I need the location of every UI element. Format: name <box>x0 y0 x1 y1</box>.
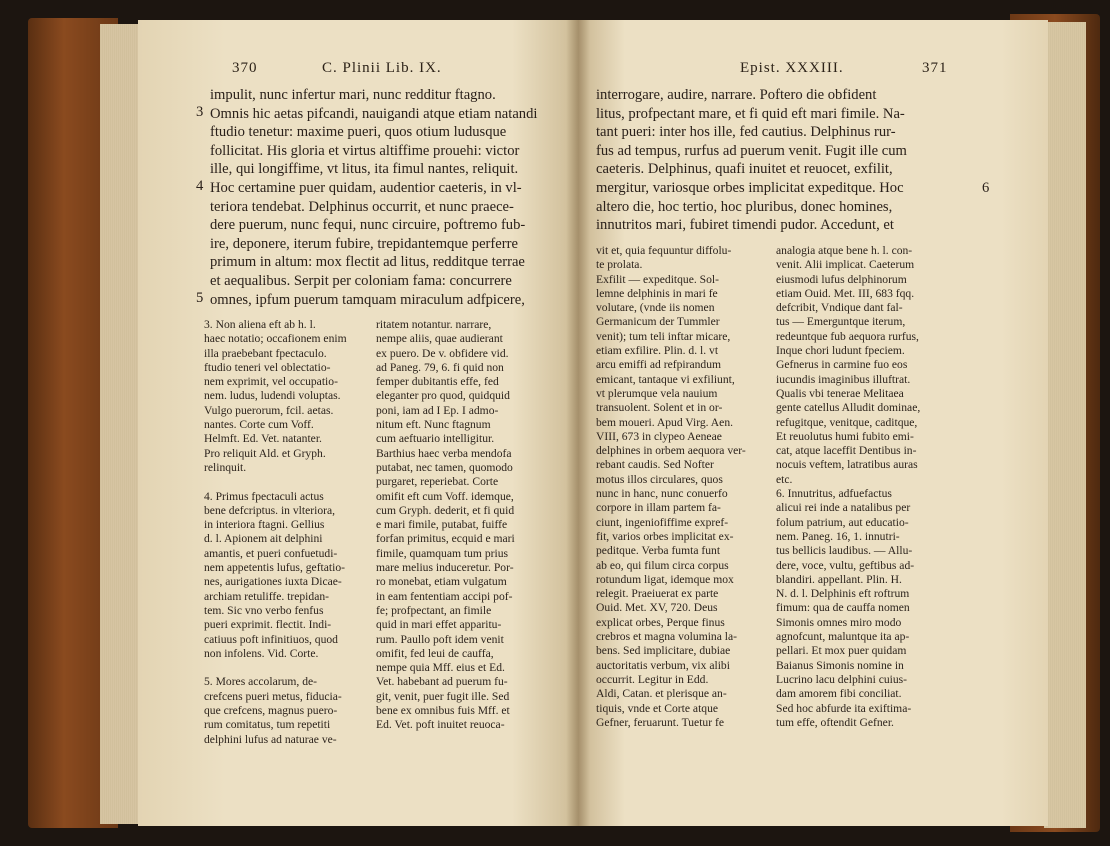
note-line: Simonis omnes miro modo <box>776 615 902 629</box>
note-line: venit); tum teli inftar micare, <box>596 329 731 343</box>
note-line: tum effe, oftendit Gefner. <box>776 715 894 729</box>
text-line: tant pueri: inter hos ille, fed cautius. Delphinus rur- <box>596 124 896 141</box>
note-line: crefcens pueri metus, fiducia- <box>204 689 342 703</box>
text-line: Omnis hic aetas pifcandi, nauigandi atque etiam natandi <box>210 105 538 122</box>
note-line: git, venit, puer fugit ille. Sed <box>376 689 510 703</box>
note-line: omifit, fed leui de cauffa, <box>376 646 494 660</box>
note-line: Gefnerus in carmine fuo eos <box>776 358 908 372</box>
note-line: ad Paneg. 79, 6. fi quid non <box>376 360 504 374</box>
note-line: vt plerumque vela nauium <box>596 386 718 400</box>
note-line: Exfilit — expeditque. Sol- <box>596 272 720 286</box>
note-line: mare melius induceretur. Por- <box>376 561 514 575</box>
page-edges-right <box>1044 22 1086 828</box>
note-line: relinquit. <box>204 460 247 474</box>
note-line: rotundum ligat, idemque mox <box>596 572 734 586</box>
note-line: d. l. Apionem ait delphini <box>204 532 323 546</box>
note-line: dere, voce, vultu, geftibus ad- <box>776 558 915 572</box>
note-line: corpore in illam partem fa- <box>596 501 721 515</box>
note-line: haec notatio; occafionem enim <box>204 332 347 346</box>
right-running-head: Epist. XXXIII. <box>740 60 844 76</box>
note-line: fimile, quamquam tum prius <box>376 546 509 560</box>
note-line: archiam retuliffe. trepidan- <box>204 589 330 603</box>
note-line: occurrit. Legitur in Edd. <box>596 672 709 686</box>
note-line: etc. <box>776 472 793 486</box>
note-line: VIII, 673 in clypeo Aeneae <box>596 429 722 443</box>
note-line: etiam Ouid. Met. III, 683 fqq. <box>776 286 915 300</box>
note-line: nes, aurigationes iuxta Dicae- <box>204 575 342 589</box>
left-page-number: 370 <box>232 60 258 76</box>
note-line: pueri exprimit. flectit. Indi- <box>204 618 332 632</box>
note-line: Germanicum der Tummler <box>596 315 720 329</box>
note-line: fimum: qua de cauffa nomen <box>776 601 910 615</box>
note-line: auctoritatis verbum, vix alibi <box>596 658 730 672</box>
note-line: cum Gryph. dederit, et fi quid <box>376 503 515 517</box>
text-line: mergitur, variosque orbes implicitat expeditque. Hoc <box>596 179 904 196</box>
note-line: defcribit, Vndique dant fal- <box>776 301 903 315</box>
note-line: blandiri. appellant. Plin. H. <box>776 572 902 586</box>
note-line: gente catellus Alludit dominae, <box>776 401 921 415</box>
note-line: nempe quia Mff. eius et Ed. <box>376 661 505 675</box>
text-line: omnes, ipfum puerum tamquam miraculum adfpicere, <box>210 291 525 308</box>
note-line: e mari fimile, putabat, fuiffe <box>376 518 508 532</box>
note-line: ro monebat, etiam vulgatum <box>376 575 507 589</box>
note-line: forfan primitus, ecquid e mari <box>376 532 515 546</box>
left-main-text <box>210 86 537 309</box>
text-line: ftudio tenetur: maxime pueri, quos otium ludusque <box>210 124 507 141</box>
note-line: nem. Paneg. 16, 1. innutri- <box>776 529 900 543</box>
note-line: bene defcriptus. in vlteriora, <box>204 503 336 517</box>
note-line: crebros et magna volumina la- <box>596 630 738 644</box>
note-line: nem exprimit, vel occupatio- <box>204 375 338 389</box>
right-notes-col2 <box>776 244 920 730</box>
note-line: rebant caudis. Sed Nofter <box>596 458 714 472</box>
note-line: putabat, nec tamen, quomodo <box>376 460 513 474</box>
note-line: omifit eft cum Voff. idemque, <box>376 489 514 503</box>
section-number: 5 <box>196 290 204 306</box>
note-line: 3. Non aliena eft ab h. l. <box>204 318 316 331</box>
left-notes-col1 <box>204 318 347 747</box>
note-line <box>204 475 347 489</box>
note-line: amantis, et pueri confuetudi- <box>204 546 338 560</box>
note-line: Ouid. Met. XV, 720. Deus <box>596 601 718 615</box>
note-line: ftudio teneri vel oblectatio- <box>204 360 331 374</box>
note-line: purgaret, reperiebat. Corte <box>376 475 499 489</box>
note-line: tem. Sic vno verbo fenfus <box>204 603 324 617</box>
note-line: fe; profpectant, an fimile <box>376 603 492 617</box>
note-line: agnofcunt, maluntque ita ap- <box>776 630 910 644</box>
note-line: rum comitatus, tum repetiti <box>204 718 331 732</box>
note-line: transuolent. Solent et in or- <box>596 401 723 415</box>
text-line: ille, qui longiffime, vt litus, ita fimul nantes, reliquit. <box>210 161 519 178</box>
note-line: tiquis, vnde et Corte atque <box>596 701 719 715</box>
note-line: folum patrium, aut educatio- <box>776 515 909 529</box>
text-line: Hoc certamine puer quidam, audentior caeteris, in vl- <box>210 179 522 196</box>
text-line: dere puerum, nunc fequi, nunc circuire, poftremo fub- <box>210 217 526 234</box>
note-line: cat, atque laceffit Dentibus in- <box>776 444 917 458</box>
right-notes-col1 <box>596 244 746 730</box>
note-line: alicui rei inde a natalibus per <box>776 501 911 515</box>
note-line: Pro reliquit Ald. et Gryph. <box>204 446 326 460</box>
note-line: Lucrino lacu delphini cuius- <box>776 672 908 686</box>
note-line: redeuntque fub aequora rurfus, <box>776 329 919 343</box>
note-line: poni, iam ad I Ep. I admo- <box>376 403 499 417</box>
note-line: venit. Alii implicat. Caeterum <box>776 258 915 272</box>
note-line: catiuus poft infinitiuos, quod <box>204 632 338 646</box>
note-line: tus bellicis laudibus. — Allu- <box>776 544 913 558</box>
note-line: dam amorem fibi conciliat. <box>776 687 902 701</box>
note-line: nem appetentis lufus, geftatio- <box>204 561 346 575</box>
note-line: Vulgo puerorum, fcil. aetas. <box>204 403 334 417</box>
note-line: N. d. l. Delphinis eft roftrum <box>776 587 910 601</box>
note-line: Barthius haec verba mendofa <box>376 446 512 460</box>
right-page-number: 371 <box>922 60 948 76</box>
note-line: Sed hoc abfurde ita exiftima- <box>776 701 912 715</box>
note-line: que crefcens, magnus puero- <box>204 704 338 718</box>
note-line: femper dubitantis effe, fed <box>376 375 499 389</box>
note-line: vit et, quia fequuntur diffolu- <box>596 244 732 257</box>
text-line: ire, deponere, iterum fubire, trepidantemque perferre <box>210 235 518 252</box>
note-line: delphini lufus ad naturae ve- <box>204 732 337 746</box>
text-line: teriora tendebat. Delphinus occurrit, et nunc praece- <box>210 198 514 215</box>
note-line: etiam exfilire. Plin. d. l. vt <box>596 344 719 358</box>
note-line: bene ex omnibus fuis Mff. et <box>376 704 510 718</box>
note-line: Aldi, Catan. et plerisque an- <box>596 687 727 701</box>
text-line: interrogare, audire, narrare. Poftero die obfident <box>596 87 877 103</box>
note-line: 4. Primus fpectaculi actus <box>204 489 324 503</box>
note-line: ex puero. De v. obfidere vid. <box>376 346 509 360</box>
left-notes-col2 <box>376 318 515 733</box>
note-line: nocuis veftem, latratibus auras <box>776 458 918 472</box>
note-line: nitum eft. Nunc ftagnum <box>376 418 491 432</box>
note-line: nantes. Corte cum Voff. <box>204 418 314 432</box>
note-line: motus illos circulares, quos <box>596 472 723 486</box>
note-line: explicat orbes, Perque finus <box>596 615 725 629</box>
note-line: cum aeftuario intelligitur. <box>376 432 495 446</box>
note-line: pellari. Et mox puer quidam <box>776 644 907 658</box>
note-line: in eam fententiam accipi pof- <box>376 589 513 603</box>
text-line: fus ad tempus, rurfus ad puerum venit. Fugit ille cum <box>596 142 907 159</box>
note-line: Gefner, feruarunt. Tuetur fe <box>596 715 724 729</box>
note-line: non infolens. Vid. Corte. <box>204 646 319 660</box>
note-line: emicant, tantaque vi exfiliunt, <box>596 372 735 386</box>
note-line: Helmft. Ed. Vet. natanter. <box>204 432 322 446</box>
text-line: follicitat. His gloria et virtus altiffime prouehi: victor <box>210 142 520 159</box>
note-line: bens. Sed implicitare, dubiae <box>596 644 731 658</box>
note-line: in interiora ftagni. Gellius <box>204 518 325 532</box>
note-line: te prolata. <box>596 258 643 272</box>
note-line: eleganter pro quod, quidquid <box>376 389 510 403</box>
note-line: bem moueri. Apud Virg. Aen. <box>596 415 734 429</box>
note-line: iucundis imaginibus illuftrat. <box>776 372 911 386</box>
note-line: Vet. habebant ad puerum fu- <box>376 675 508 689</box>
note-line: rum. Paullo poft idem venit <box>376 632 504 646</box>
note-line: nunc in hanc, nunc conuerfo <box>596 487 728 501</box>
note-line: illa praebebant fpectaculo. <box>204 346 327 360</box>
text-line: innutritos mari, fubiret timendi pudor. Accedunt, et <box>596 217 894 234</box>
note-line: nempe aliis, quae audierant <box>376 332 503 346</box>
text-line: altero die, hoc tertio, hoc pluribus, donec homines, <box>596 198 893 215</box>
book-gutter <box>566 20 590 826</box>
note-line: fit, varios orbes implicitat ex- <box>596 529 734 543</box>
note-line: Baianus Simonis nomine in <box>776 658 904 672</box>
text-line: impulit, nunc infertur mari, nunc redditur ftagno. <box>210 87 496 103</box>
note-line: ritatem notantur. narrare, <box>376 318 492 331</box>
note-line: quid in mari effet apparitu- <box>376 618 502 632</box>
note-line: 6. Innutritus, adfuefactus <box>776 487 892 501</box>
note-line: relegit. Praeiuerat ex parte <box>596 587 719 601</box>
note-line: Et reuolutus humi fubito emi- <box>776 429 914 443</box>
note-line: lemne delphinis in mari fe <box>596 286 718 300</box>
note-line: eiusmodi lufus delphinorum <box>776 272 907 286</box>
note-line: Qualis vbi tenerae Melitaea <box>776 386 904 400</box>
note-line: delphines in orbem aequora ver- <box>596 444 746 458</box>
note-line: Inque chori ludunt fpeciem. <box>776 344 905 358</box>
note-line: 5. Mores accolarum, de- <box>204 675 317 689</box>
note-line: nem. ludus, ludendi voluptas. <box>204 389 341 403</box>
text-line: caeteris. Delphinus, quafi inuitet et reuocet, exfilit, <box>596 161 893 178</box>
text-line: litus, profpectant mare, et fi quid eft mari fimile. Na- <box>596 105 905 122</box>
note-line: ciunt, ingeniofiffime expref- <box>596 515 729 529</box>
note-line: peditque. Verba fumta funt <box>596 544 721 558</box>
note-line: tus — Emerguntque iterum, <box>776 315 906 329</box>
section-number: 3 <box>196 104 204 120</box>
note-line: analogia atque bene h. l. con- <box>776 244 913 257</box>
note-line: Ed. Vet. poft inuitet reuoca- <box>376 718 505 732</box>
left-running-head: C. Plinii Lib. IX. <box>322 60 442 76</box>
note-line: refugitque, venitque, caditque, <box>776 415 918 429</box>
text-line: et aequalibus. Serpit per coloniam fama: concurrere <box>210 272 512 289</box>
right-main-text <box>596 86 907 235</box>
note-line: volutare, (vnde iis nomen <box>596 301 715 315</box>
note-line <box>204 661 347 675</box>
note-line: arcu emiffi ad refpirandum <box>596 358 722 372</box>
note-line: ab eo, qui filum circa corpus <box>596 558 729 572</box>
section-number: 6 <box>982 180 990 196</box>
section-number: 4 <box>196 178 204 194</box>
text-line: primum in altum: mox flectit ad litus, redditque terrae <box>210 254 525 271</box>
